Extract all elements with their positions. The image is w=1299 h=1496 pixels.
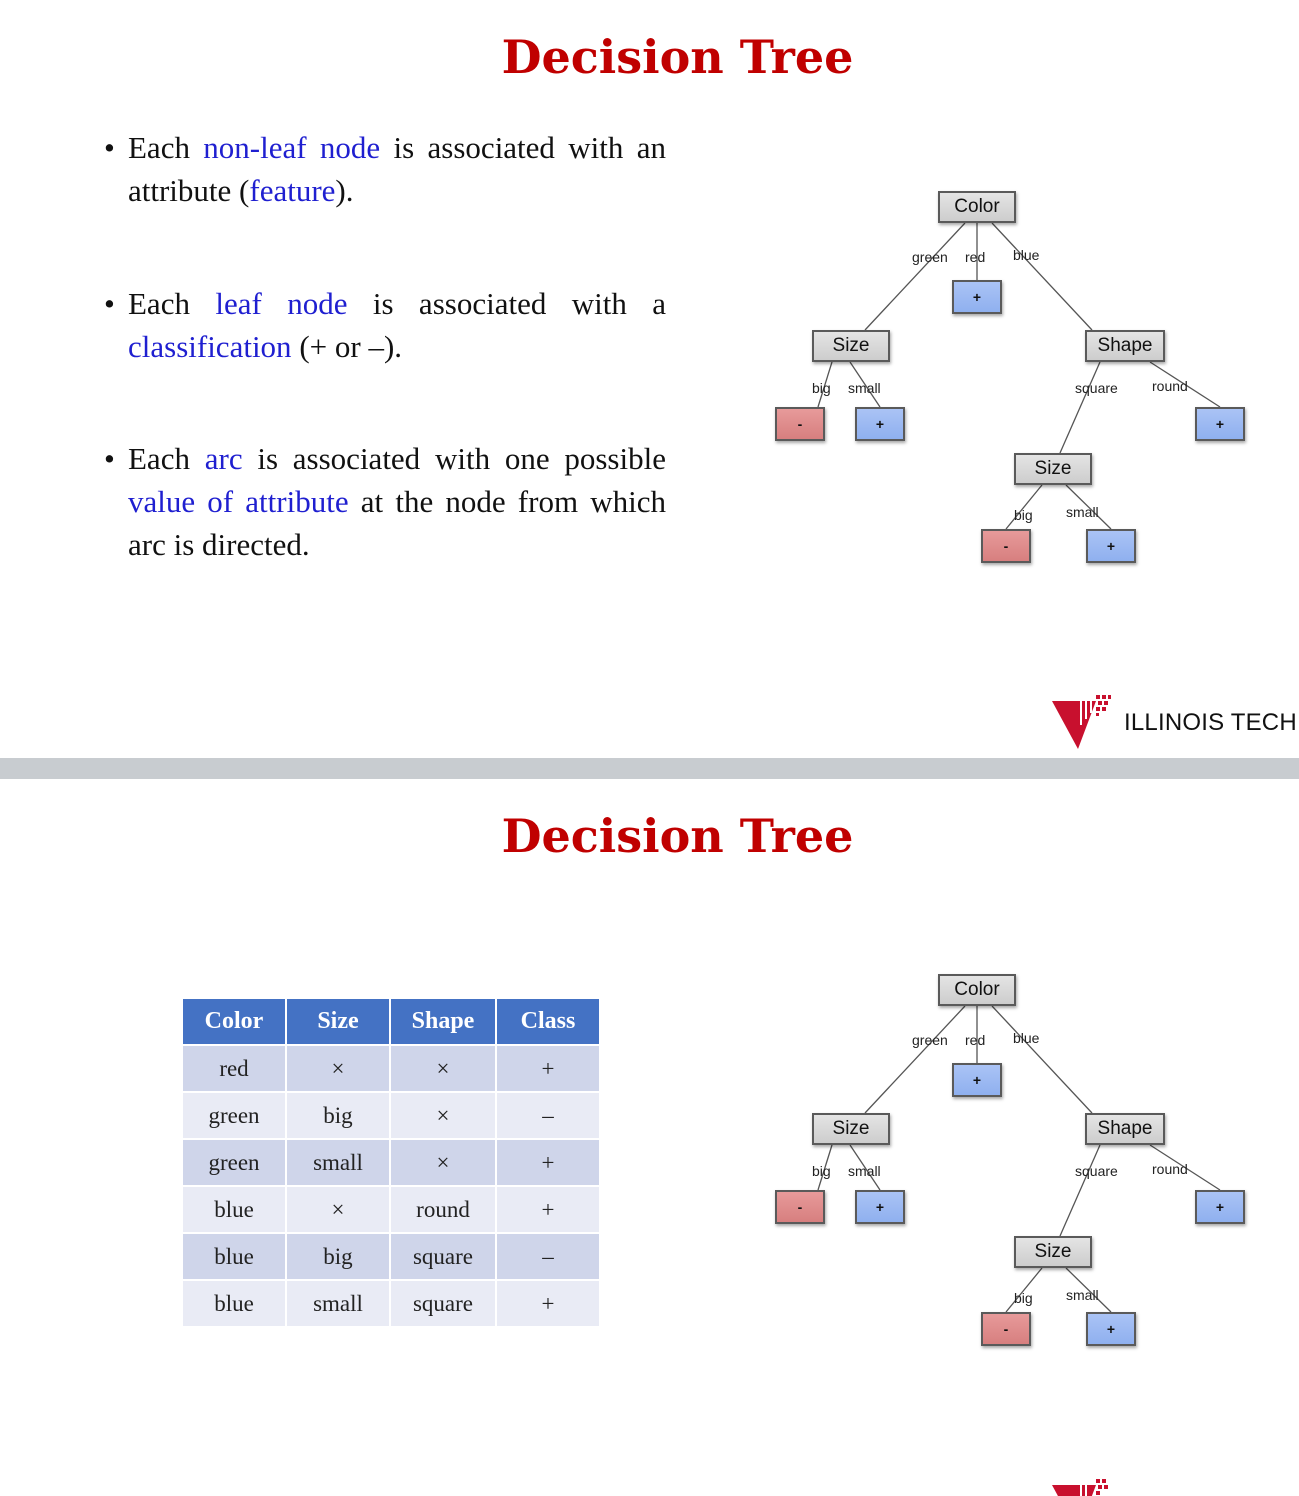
tree-edge-label: big — [1014, 507, 1033, 523]
tree-edge-label: small — [848, 380, 881, 396]
table-cell: – — [496, 1233, 600, 1280]
tree-edge — [1060, 1145, 1100, 1236]
tree-edge-label: small — [1066, 504, 1099, 520]
tree-edge-label: green — [912, 249, 948, 265]
table-cell: × — [390, 1045, 496, 1092]
table-cell: blue — [182, 1233, 286, 1280]
tree-edge-label: square — [1075, 1163, 1118, 1179]
table-row — [182, 1233, 600, 1280]
bullet-item — [104, 126, 666, 212]
table-cell: × — [286, 1045, 390, 1092]
slide-title: Decision Tree — [501, 809, 854, 863]
table-row — [182, 1045, 600, 1092]
table-cell: round — [390, 1186, 496, 1233]
table-cell: big — [286, 1092, 390, 1139]
bullet-list — [104, 126, 666, 566]
tree-leaf: - — [981, 1312, 1031, 1346]
table-cell: red — [182, 1045, 286, 1092]
tree-edge — [992, 1006, 1092, 1113]
tree-edge-label: red — [965, 1032, 986, 1048]
table-row — [182, 1139, 600, 1186]
highlighted-term: leaf node — [215, 286, 348, 321]
bullet-text — [128, 130, 666, 208]
table-cell: small — [286, 1139, 390, 1186]
table-cell: square — [390, 1280, 496, 1327]
tree-node-color: Color — [938, 191, 1016, 223]
tree-edge-label: big — [812, 380, 831, 396]
column-header: Class — [496, 998, 600, 1045]
tree-node-size: Size — [1014, 453, 1092, 485]
table-cell: – — [496, 1092, 600, 1139]
bullet-text-segment: Each — [128, 441, 205, 476]
table-cell: small — [286, 1280, 390, 1327]
table-cell: + — [496, 1045, 600, 1092]
tree-edge-label: big — [812, 1163, 831, 1179]
bullet-dot-icon: • — [104, 286, 115, 321]
tree-leaf: + — [1086, 529, 1136, 563]
tree-leaf: + — [1195, 1190, 1245, 1224]
table-cell: × — [390, 1139, 496, 1186]
logo-mark-icon — [1052, 1477, 1112, 1496]
decision-tree-diagram — [770, 968, 1250, 1358]
tree-node-shape: Shape — [1085, 330, 1165, 362]
bullet-text-segment: at the node from which arc is directed. — [128, 484, 667, 562]
tree-leaf: - — [981, 529, 1031, 563]
bullet-dot-icon: • — [104, 130, 115, 165]
tree-node-color: Color — [938, 974, 1016, 1006]
highlighted-term: arc — [204, 441, 243, 476]
table-cell: green — [182, 1092, 286, 1139]
logo-text: ILLINOIS TECH — [1124, 709, 1297, 736]
tree-node-size: Size — [1014, 1236, 1092, 1268]
highlighted-term: value of attribute — [128, 484, 349, 519]
table-cell: + — [496, 1186, 600, 1233]
tree-edge-label: round — [1152, 1161, 1188, 1177]
table-cell: green — [182, 1139, 286, 1186]
column-header: Shape — [390, 998, 496, 1045]
tree-leaf: - — [775, 1190, 825, 1224]
slide-2 — [0, 779, 1299, 1496]
bullet-text-segment: Each — [128, 286, 216, 321]
tree-edge-label: small — [848, 1163, 881, 1179]
tree-edge-label: round — [1152, 378, 1188, 394]
slide-separator — [0, 758, 1299, 779]
bullet-text-segment: Each — [128, 130, 204, 165]
highlighted-term: feature — [249, 173, 336, 208]
tree-edge-label: big — [1014, 1290, 1033, 1306]
illinois-tech-logo — [1052, 1477, 1122, 1496]
tree-leaf: + — [1086, 1312, 1136, 1346]
tree-node-size: Size — [812, 330, 890, 362]
tree-edge — [992, 223, 1092, 330]
tree-leaf: + — [952, 280, 1002, 314]
tree-edge-label: square — [1075, 380, 1118, 396]
bullet-item — [104, 282, 666, 368]
slide-title: Decision Tree — [501, 30, 854, 84]
tree-edge — [865, 1006, 965, 1113]
bullet-text-segment: is associated with one possible — [242, 441, 666, 476]
bullet-text-segment: ). — [335, 173, 354, 208]
training-data-table — [181, 997, 601, 1328]
bullet-text-segment: (+ or –). — [291, 329, 403, 364]
table-cell: big — [286, 1233, 390, 1280]
tree-leaf: + — [952, 1063, 1002, 1097]
table-cell: × — [286, 1186, 390, 1233]
bullet-text — [128, 441, 666, 562]
bullet-text-segment: is associated with an attribute ( — [128, 130, 666, 208]
table-row — [182, 1186, 600, 1233]
table-cell: blue — [182, 1186, 286, 1233]
bullet-item — [104, 437, 666, 566]
tree-edge-label: red — [965, 249, 986, 265]
bullet-text-segment: is associated with a — [347, 286, 666, 321]
tree-edge-label: small — [1066, 1287, 1099, 1303]
illinois-tech-logo — [1052, 693, 1297, 751]
tree-leaf: + — [855, 1190, 905, 1224]
tree-edge — [865, 223, 965, 330]
table-cell: + — [496, 1280, 600, 1327]
tree-edge-label: blue — [1013, 247, 1040, 263]
table-row — [182, 1092, 600, 1139]
tree-node-size: Size — [812, 1113, 890, 1145]
bullet-dot-icon: • — [104, 441, 115, 476]
bullet-text — [128, 286, 666, 364]
tree-edge-label: green — [912, 1032, 948, 1048]
highlighted-term: classification — [128, 329, 292, 364]
tree-leaf: + — [855, 407, 905, 441]
table-cell: × — [390, 1092, 496, 1139]
column-header: Size — [286, 998, 390, 1045]
logo-mark-icon — [1052, 693, 1112, 751]
tree-leaf: - — [775, 407, 825, 441]
table-cell: square — [390, 1233, 496, 1280]
table-row — [182, 1280, 600, 1327]
tree-node-shape: Shape — [1085, 1113, 1165, 1145]
table-cell: blue — [182, 1280, 286, 1327]
tree-edge-label: blue — [1013, 1030, 1040, 1046]
tree-edge — [1060, 362, 1100, 453]
highlighted-term: non-leaf node — [203, 130, 381, 165]
table-header-row — [182, 998, 600, 1045]
table-cell: + — [496, 1139, 600, 1186]
decision-tree-diagram — [770, 185, 1250, 575]
tree-leaf: + — [1195, 407, 1245, 441]
column-header: Color — [182, 998, 286, 1045]
